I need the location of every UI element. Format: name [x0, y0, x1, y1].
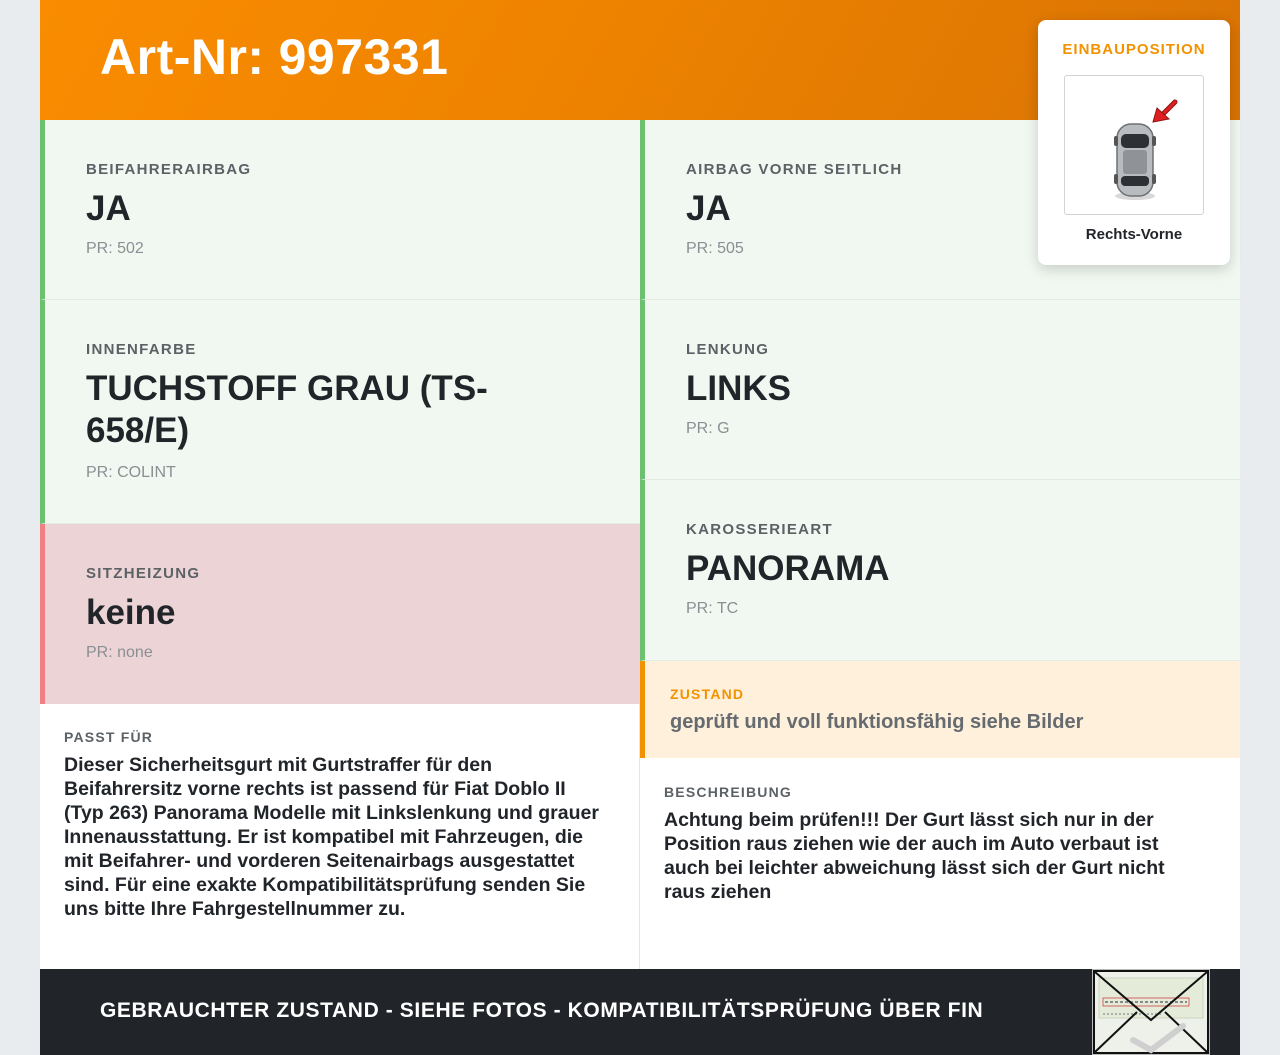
- cell-label: SITZHEIZUNG: [86, 565, 201, 582]
- car-top-view-icon: [1065, 76, 1205, 216]
- cell-pr-code: PR: G: [686, 420, 730, 437]
- cell-pr-code: PR: none: [86, 644, 153, 661]
- title-prefix: Art-Nr:: [100, 29, 265, 85]
- cell-pr-code: PR: COLINT: [86, 464, 176, 481]
- cell-beifahrerairbag: [40, 120, 640, 300]
- footer-text: GEBRAUCHTER ZUSTAND - SIEHE FOTOS - KOMPATIBILITÄTSPRÜFUNG ÜBER FIN: [100, 999, 984, 1022]
- cell-pr-code: PR: 502: [86, 240, 144, 257]
- product-sheet: [40, 0, 1240, 1055]
- footer-bar: [40, 969, 1240, 1055]
- article-number-title: [100, 28, 448, 86]
- cell-value: LINKS: [686, 369, 791, 408]
- cell-label: LENKUNG: [686, 341, 770, 358]
- mounting-position-label: Rechts-Vorne: [1085, 226, 1183, 243]
- compatibility-box: [40, 704, 639, 969]
- description-box: [640, 758, 1240, 969]
- cell-karosserieart: [640, 480, 1240, 661]
- cell-label: BEIFAHRERAIRBAG: [86, 161, 252, 178]
- condition-text: geprüft und voll funktionsfähig siehe Bilder: [670, 711, 1084, 733]
- cell-value: keine: [86, 593, 176, 632]
- description-label: BESCHREIBUNG: [664, 784, 792, 800]
- cell-label: AIRBAG VORNE SEITLICH: [686, 161, 903, 178]
- compatibility-label: PASST FÜR: [64, 729, 154, 745]
- description-text: Achtung beim prüfen!!! Der Gurt lässt sich nur in der Position raus ziehen wie der auch im Auto verbaut ist auch bei leichter abweichung lässt sich der Gurt nicht raus ziehen: [664, 809, 1165, 903]
- vin-document-thumbnail: [1092, 969, 1210, 1055]
- cell-value: JA: [686, 189, 731, 228]
- mounting-position-card: [1038, 20, 1230, 265]
- cell-label: INNENFARBE: [86, 341, 197, 358]
- cell-value: JA: [86, 189, 131, 228]
- cell-label: KAROSSERIEART: [686, 521, 833, 538]
- cell-value: PANORAMA: [686, 549, 890, 588]
- mounting-position-title: EINBAUPOSITION: [1062, 41, 1206, 58]
- car-position-image: [1064, 75, 1204, 215]
- compatibility-text: Dieser Sicherheitsgurt mit Gurtstraffer für den Beifahrersitz vorne rechts ist passend für Fiat Doblo II (Typ 263) Panorama Modelle mit Linkslenkung und grauer Innenausstattung. Er ist kompatibel mit Fahrzeugen, die mit Beifahrer- und vorderen Seitenairbags ausgestattet sind. Für eine exakte Kompatibilitätsprüfung senden Sie uns bitte Ihre Fahrgestellnummer zu.: [64, 754, 599, 920]
- condition-label: ZUSTAND: [670, 686, 745, 702]
- cell-pr-code: PR: TC: [686, 600, 739, 617]
- cell-value: TUCHSTOFF GRAU (TS-658/E): [86, 369, 488, 450]
- cell-sitzheizung: [40, 524, 640, 704]
- condition-box: [640, 661, 1240, 758]
- cell-innenfarbe: [40, 300, 640, 524]
- envelope-icon: [1093, 970, 1209, 1054]
- article-number: 997331: [278, 29, 449, 85]
- cell-pr-code: PR: 505: [686, 240, 744, 257]
- cell-lenkung: [640, 300, 1240, 480]
